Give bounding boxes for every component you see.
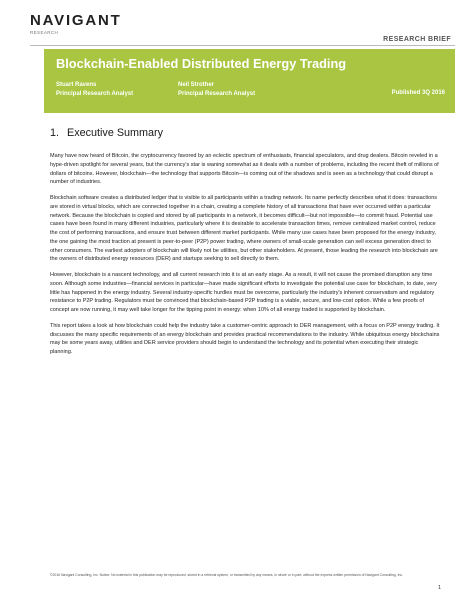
paragraph: This report takes a look at how blockchain could help the industry take a customer-centric approach to DER management, with a focus on P2P energy trading. It discusses the many specific requirements of an energy blockchain and provides practical recommendations to the industry. While ubiquitous energy blockchains may be some years away, utilities and DER service providers should begin to understand the technology and its potential when executing their strategic planning. [50, 322, 440, 355]
author-name: Neil Strother [178, 82, 215, 88]
published-date: Published 3Q 2016 [391, 90, 445, 96]
doc-type-label: RESEARCH BRIEF [383, 36, 451, 43]
author-role: Principal Research Analyst [56, 91, 134, 97]
paragraph: Blockchain software creates a distributed ledger that is visible to all participants within a trading network. Its name perfectly describes what it does: transactions are stored in virtual blocks, which are connected together in a chain, creating a complete history of all transactions that have ever occurred within a particular network. Because the blockchain is copied and stored by all participants in a network, it becomes difficult—but not impossible—to commit fraud. Potential use cases have been found in many different industries, particularly where it is desirable to accelerate transaction times, remove centralized market control, reduce the cost of performing transactions, and ensure trust between different market participants. While many use cases have been proposed for the energy industry, the one gaining the most traction at present is peer-to-peer (P2P) power trading, where owners of small-scale generation can sell excess generation direct to other consumers. The earliest adopters of blockchain will likely not be utilities, but other stakeholders. At present, those leading the research into blockchain are the owners of distributed energy resources (DER) and startups seeking to sell directly to them. [50, 195, 438, 263]
paragraph: Many have now heard of Bitcoin, the cryptocurrency favored by an eclectic spectrum of enthusiasts, financial speculators, and drug dealers. Bitcoin reveled in a hype-driven spotlight for several years, but the currency's star is waning somewhat as it deals with a number of problems, including the recent theft of millions of dollars of bitcoins. However, blockchain—the technology that supports Bitcoin—is coming out of the shadows and is seen as a technology that could disrupt a number of industries. [50, 153, 439, 186]
logo-subtitle: RESEARCH [30, 30, 59, 35]
section-title: Executive Summary [67, 127, 164, 139]
header-divider [30, 45, 455, 46]
page-number: 1 [437, 585, 441, 591]
report-title: Blockchain-Enabled Distributed Energy Trading [56, 56, 347, 71]
section-number: 1. [50, 127, 60, 139]
author-name: Stuart Ravens [56, 82, 97, 88]
author-2 [178, 81, 255, 99]
author-1 [56, 81, 133, 99]
copyright-notice: ©2016 Navigant Consulting, Inc. Notice: No material in this publication may be reproduced, stored in a retrieval system, or transmitted by any means, in whole or in part, without the express written permission of Navigant Consulting, Inc. [50, 573, 404, 577]
body-text [50, 152, 442, 364]
title-banner [44, 49, 455, 113]
section-heading [50, 127, 163, 139]
paragraph: However, blockchain is a nascent technology, and all current research into it is at an early stage. As a result, it will not cause the promised disruption any time soon. Although some industries—financial services in particular—have made significant efforts to investigate the potential use case for blockchain, to date, very little has happened in the energy industry. Several industry-specific hurdles must be overcome, particularly the industry's inherent conservatism and regulatory resistance to P2P trading. Regulators must be convinced that blockchain-based P2P trading is a viable, secure, and low-cost option. While a few proofs of concept are now running, it may well take longer for the tipping point in energy: when 10% of all energy traded is supported by blockchain. [50, 272, 437, 313]
navigant-logo: NAVIGANT [30, 12, 122, 29]
author-role: Principal Research Analyst [178, 91, 256, 97]
